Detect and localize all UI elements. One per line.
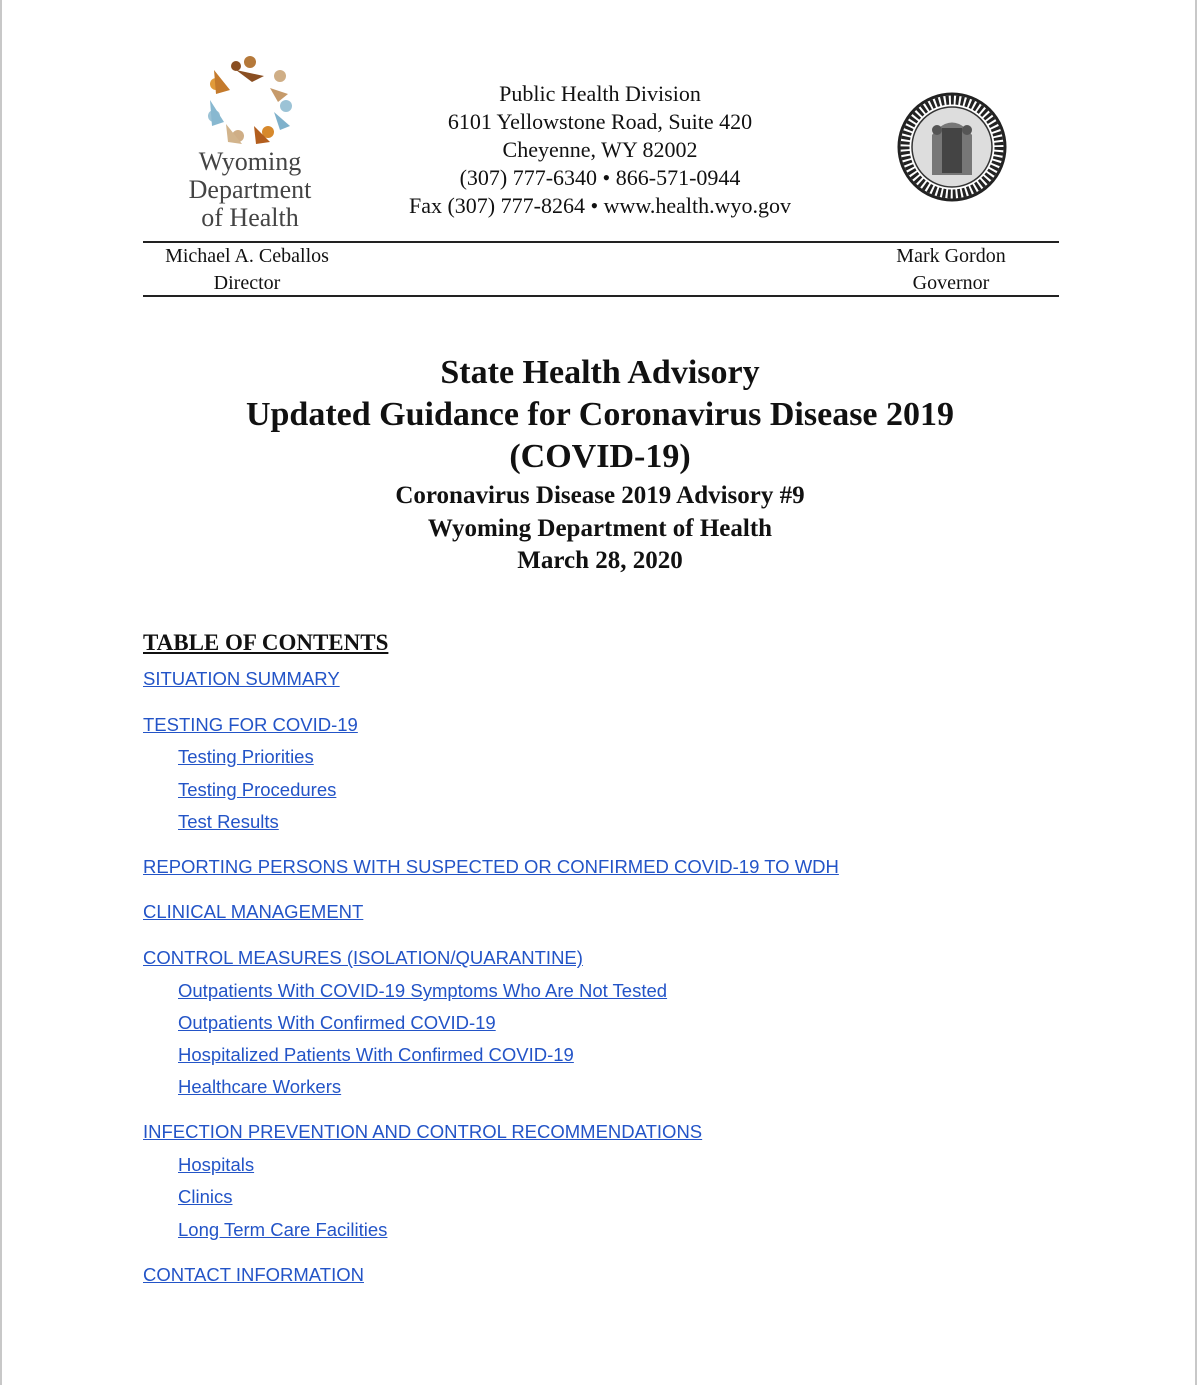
logo-line: of Health [201, 203, 299, 232]
title-line-1: State Health Advisory [440, 354, 760, 391]
toc-link-reporting[interactable]: REPORTING PERSONS WITH SUSPECTED OR CONFIRMED COVID-19 TO WDH [143, 856, 839, 877]
wyoming-seal-icon [880, 80, 1025, 215]
toc-link-long-term-care[interactable]: Long Term Care Facilities [178, 1219, 388, 1240]
governor-title: Governor [912, 272, 990, 294]
toc-link-hospitalized-patients[interactable]: Hospitalized Patients With Confirmed COVID-19 [178, 1044, 574, 1065]
governor-name: Mark Gordon [896, 245, 1006, 267]
title-line-2: Updated Guidance for Coronavirus Disease 2019 [245, 396, 955, 433]
document-title [100, 352, 1100, 478]
toc-link-contact-information[interactable]: CONTACT INFORMATION [143, 1264, 364, 1285]
document-subtitle [100, 480, 1100, 578]
toc-link-outpatients-not-tested[interactable]: Outpatients With COVID-19 Symptoms Who Are Not Tested [178, 980, 668, 1001]
director-name: Michael A. Ceballos [165, 245, 329, 267]
toc-link-hospitals[interactable]: Hospitals [178, 1154, 255, 1175]
title-line-3: (COVID-19) [509, 438, 691, 475]
letterhead-address [380, 80, 820, 220]
logo-line: Department [188, 175, 312, 204]
toc-link-clinical-management[interactable]: CLINICAL MANAGEMENT [143, 901, 364, 922]
toc-link-test-results[interactable]: Test Results [178, 811, 279, 832]
state-seal [880, 80, 1025, 215]
advisory-date: March 28, 2020 [517, 547, 683, 574]
wdh-logo [170, 52, 330, 242]
division-name: Public Health Division [499, 81, 701, 106]
people-circle-logo-icon [170, 52, 330, 147]
logo-line: Wyoming [198, 147, 302, 176]
toc-link-testing[interactable]: TESTING FOR COVID-19 [143, 714, 358, 735]
director-block [143, 243, 351, 297]
header-rule-bottom [143, 295, 1059, 297]
governor-block [860, 243, 1042, 297]
toc-link-clinics[interactable]: Clinics [178, 1186, 233, 1207]
advisory-number: Coronavirus Disease 2019 Advisory #9 [395, 482, 805, 509]
toc-link-testing-procedures[interactable]: Testing Procedures [178, 779, 337, 800]
director-title: Director [213, 272, 281, 294]
street-address: 6101 Yellowstone Road, Suite 420 [447, 109, 753, 134]
toc-heading: TABLE OF CONTENTS [143, 630, 389, 655]
toc-link-control-measures[interactable]: CONTROL MEASURES (ISOLATION/QUARANTINE) [143, 947, 583, 968]
fax-website: Fax (307) 777-8264 • www.health.wyo.gov [408, 193, 792, 218]
toc-link-infection-prevention[interactable]: INFECTION PREVENTION AND CONTROL RECOMMENDATIONS [143, 1121, 703, 1142]
toc-link-healthcare-workers[interactable]: Healthcare Workers [178, 1076, 342, 1097]
logo-wordmark [170, 148, 330, 232]
issuing-agency: Wyoming Department of Health [427, 514, 773, 542]
phone-numbers: (307) 777-6340 • 866-571-0944 [459, 165, 741, 190]
city-state-zip: Cheyenne, WY 82002 [502, 137, 698, 162]
toc-link-situation-summary[interactable]: SITUATION SUMMARY [143, 668, 340, 689]
toc-link-outpatients-confirmed[interactable]: Outpatients With Confirmed COVID-19 [178, 1012, 496, 1033]
toc-link-testing-priorities[interactable]: Testing Priorities [178, 746, 314, 767]
